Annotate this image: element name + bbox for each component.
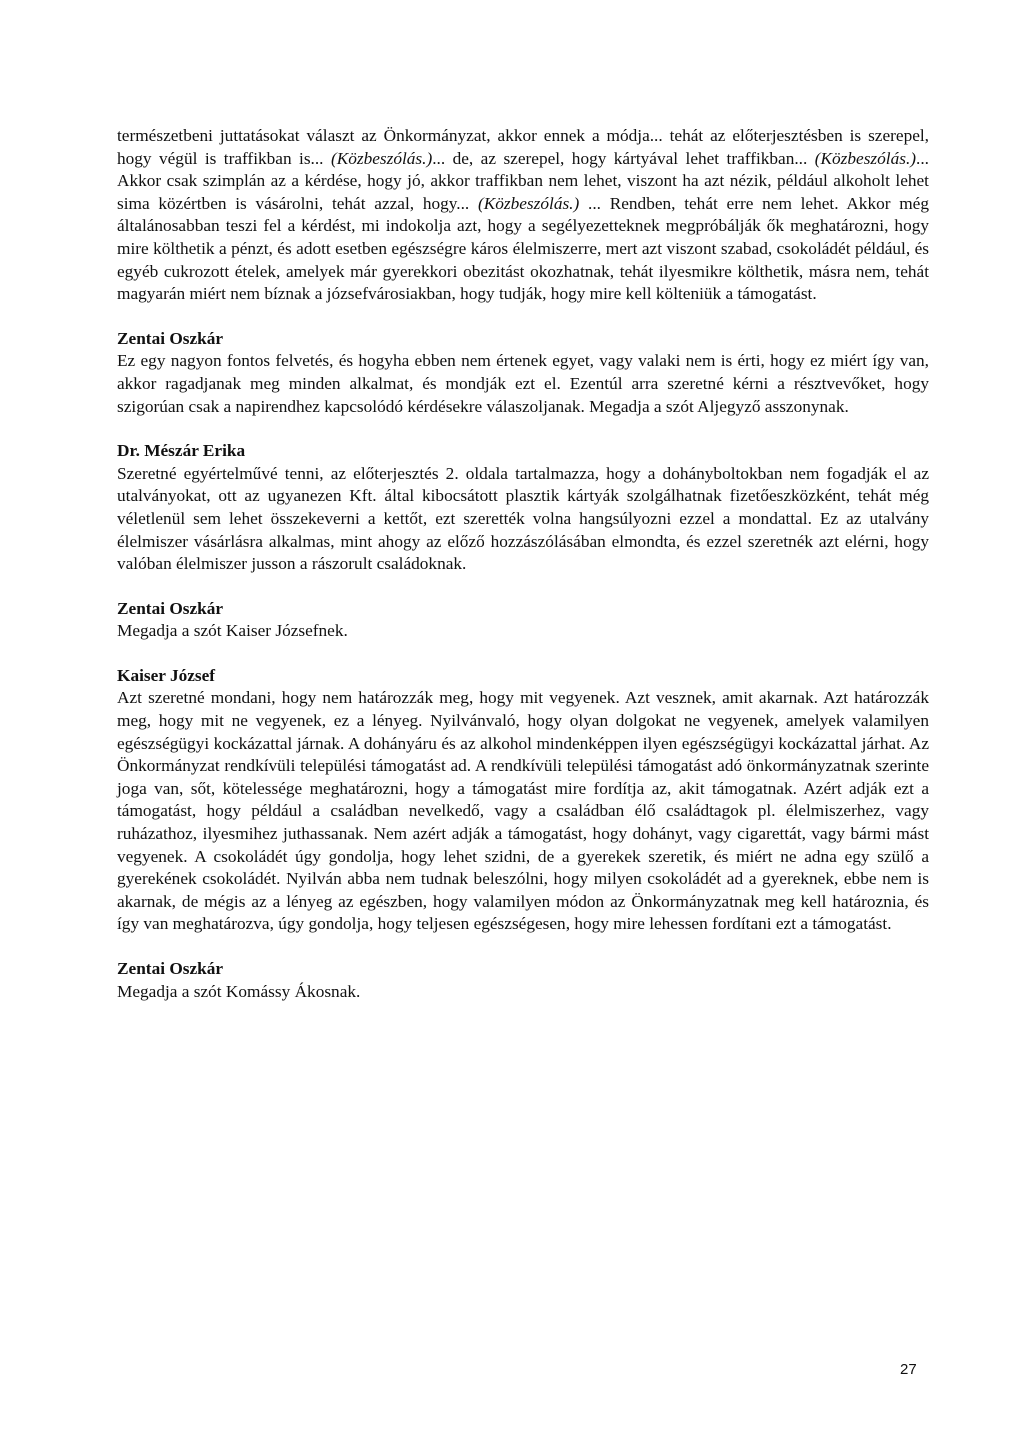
speech-text: Megadja a szót Kaiser Józsefnek. [117, 621, 348, 641]
speaker-name: Zentai Oszkár [117, 959, 224, 978]
intro-paragraph [117, 125, 929, 306]
speech-text: Megadja a szót Komássy Ákosnak. [117, 981, 361, 1001]
speaker-name: Zentai Oszkár [117, 328, 224, 348]
speech-text: Ez egy nagyon fontos felvetés, és hogyha ebben nem értenek egyet, vagy valaki nem is érti, hogy ez miért így van, akkor ragadjanak meg minden alkalmat, és mondják ezt el. Ezentúl arra szeretné kérni a résztvevőket, hogy szigorúan csak a napirendhez kapcsolódó kérdésekre válaszoljanak. Megadja a szót Aljegyző asszonynak. [117, 351, 929, 416]
speech-block [117, 328, 929, 418]
intro-text-1: természetbeni juttatásokat választ az Önkormányzat, akkor ennek a módja... tehát az előterjesztésben is szerepel, hogy végül is traffikban is... [117, 126, 929, 168]
speech-block [117, 440, 929, 576]
interjection-1: (Közbeszólás.) [330, 148, 433, 168]
speech-text: Azt szeretné mondani, hogy nem határozzák meg, hogy mit vegyenek. Azt vesznek, amit akarnak. Azt határozzák meg, hogy mit ne vegyenek, ez a lényeg. Nyilvánvaló, hogy olyan dolgokat ne vegyenek, amelyek valamilyen egészségügyi kockázattal járnak. A dohányáru és az alkohol mindenképpen ilyen egészségügyi kockázattal járhat. Az Önkormányzat rendkívüli települési támogatást ad. A rendkívüli települési támogatást adó önkormányzatnak szerinte joga van, sőt, kötelessége meghatározni, hogy a támogatást mire fordítja az, akit támogatnak. Azért adják ezt a támogatást, hogy például a családban nevelkedő, vagy a családban élő családtagok pl. élelmiszerhez, vagy ruházathoz, ilyesmihez juthassanak. Nem azért adják a támogatást, hogy dohányt, vagy cigarettát, vagy bármi mást vegyenek. A csokoládét úgy gondolja, hogy lehet szidni, de a gyerekek szeretik, és miért ne adna egy szülő a gyerekének csokoládét. Nyilván abba nem tudnak beleszólni, hogy milyen csokoládét ad a gyereknek, ebbe nem is akarnak, de mégis az a lényeg az egészben, hogy valamilyen módon az Önkormányzatnak meg kell határoznia, és így van meghatározva, úgy gondolja, hogy teljesen egészségesen, hogy mire lehessen fordítani ezt a támogatást. [117, 688, 929, 934]
speaker-name: Zentai Oszkár [117, 598, 224, 618]
page-number: 27 [900, 1361, 917, 1378]
document-body [117, 125, 929, 1003]
intro-text-3: ... Akkor csak szimplán az a kérdése, hogy jó, akkor traffikban nem lehet, viszont ha azt nézik, például alkoholt lehet sima közértben is vásárolni, tehát azzal, hogy... [117, 148, 929, 213]
intro-text-4: ... Rendben, tehát erre nem lehet. Akkor még általánosabban teszi fel a kérdést, mi indokolja azt, hogy a segélyezetteknek megpróbálják ők meghatározni, hogy mire költhetik a pénzt, és adott esetben egészségre káros élelmiszerre, mert azt viszont szabad, csokoládét például, és egyéb cukrozott ételek, amelyek már gyerekkori obezitást okozhatnak, tehát ilyesmikre költhetik, másra nem, tehát magyarán miért nem bíznak a józsefvárosiakban, hogy tudják, hogy mire kell költeniük a támogatást. [117, 193, 929, 304]
interjection-3: (Közbeszólás.) [477, 193, 580, 213]
speaker-name: Dr. Mészár Erika [117, 441, 246, 461]
interjection-2: (Közbeszólás.) [814, 148, 917, 168]
speaker-name: Kaiser József [117, 665, 216, 685]
speech-block [117, 598, 929, 643]
speech-block [117, 665, 929, 936]
speech-block [117, 958, 929, 1003]
speech-text: Szeretné egyértelművé tenni, az előterjesztés 2. oldala tartalmazza, hogy a dohányboltokban nem fogadják el az utalványokat, ott az ugyanezen Kft. által kibocsátott plasztik kártyák szolgálhatnak fizetőeszközként, tehát még véletlenül sem lehet összekeverni a kettőt, ezt szerették volna hangsúlyozni ezzel a mondattal. Ez az utalvány élelmiszer vásárlásra alkalmas, mint ahogy az előző hozzászólásában elmondta, és ezzel szeretnék azt elérni, hogy valóban élelmiszer jusson a rászorult családoknak. [117, 463, 929, 574]
intro-text-2: ... de, az szerepel, hogy kártyával lehet traffikban... [432, 148, 815, 168]
